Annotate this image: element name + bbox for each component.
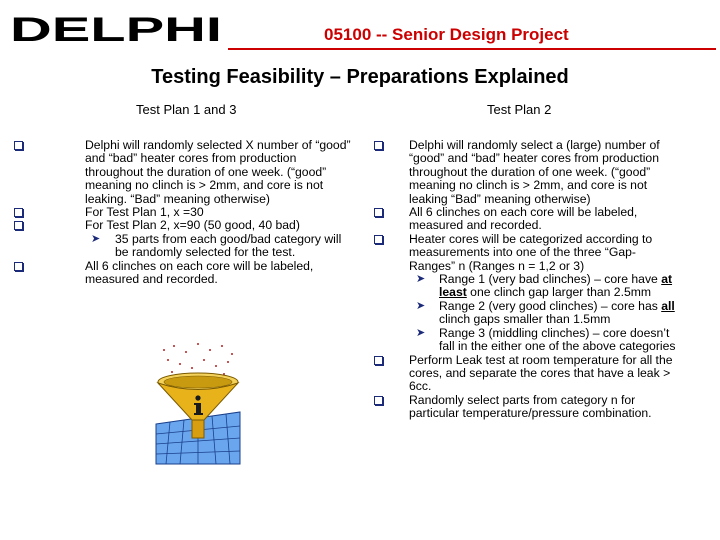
slide-title: Testing Feasibility – Preparations Explained bbox=[151, 66, 569, 88]
arrow-bullet-icon: ➤ bbox=[91, 232, 101, 245]
checkbox-bullet-icon bbox=[374, 141, 383, 150]
list-item: Randomly select parts from category n for particular temperature/pressure combination. bbox=[374, 394, 680, 421]
list-item: All 6 clinches on each core will be labeled, measured and recorded. bbox=[14, 260, 354, 287]
list-item: All 6 clinches on each core will be labeled, measured and recorded. bbox=[374, 206, 680, 233]
test-plan-2-heading: Test Plan 2 bbox=[487, 102, 552, 117]
checkbox-bullet-icon bbox=[374, 396, 383, 405]
checkbox-bullet-icon bbox=[374, 235, 383, 244]
logo-text: DELPHI bbox=[10, 12, 222, 44]
delphi-logo bbox=[10, 12, 225, 49]
funnel-info-clipart bbox=[152, 340, 244, 473]
checkbox-bullet-icon bbox=[374, 208, 383, 217]
sub-list-item: ➤ Range 2 (very good clinches) – core has all clinch gaps smaller than 1.5mm bbox=[416, 298, 675, 327]
arrow-bullet-icon: ➤ bbox=[416, 326, 426, 339]
title-divider bbox=[228, 48, 716, 50]
list-item: Perform Leak test at room temperature for all the cores, and separate the cores that have a leak > 6cc. bbox=[374, 354, 680, 394]
test-plan-2-list bbox=[374, 139, 680, 421]
sub-list-item: ➤ Range 3 (middling clinches) – core doesn’t fall in the either one of the above categories bbox=[416, 325, 676, 354]
checkbox-bullet-icon bbox=[14, 141, 23, 150]
list-item: Heater cores will be categorized according to measurements into one of the three “Gap-Ranges” n (Ranges n = 1,2 or 3) bbox=[374, 233, 680, 273]
test-plan-1-list bbox=[14, 139, 354, 286]
checkbox-bullet-icon bbox=[14, 221, 23, 230]
checkbox-bullet-icon bbox=[14, 208, 23, 217]
list-item: Delphi will randomly selected X number of “good” and “bad” heater cores from production throughout the duration of one week. (“good” meaning no clinch is > 2mm, and core is not leaking. “Bad” meaning otherwise) bbox=[14, 139, 354, 206]
checkbox-bullet-icon bbox=[374, 356, 383, 365]
sub-list-item: ➤ 35 parts from each good/bad category will be randomly selected for the test. bbox=[91, 231, 342, 260]
arrow-bullet-icon: ➤ bbox=[416, 299, 426, 312]
arrow-bullet-icon: ➤ bbox=[416, 273, 426, 286]
list-item: For Test Plan 1, x =30 bbox=[14, 206, 354, 219]
test-plan-1-heading: Test Plan 1 and 3 bbox=[136, 102, 237, 117]
project-title: 05100 -- Senior Design Project bbox=[324, 25, 569, 44]
list-item: For Test Plan 2, x=90 (50 good, 40 bad) bbox=[14, 219, 354, 232]
list-item: Delphi will randomly select a (large) number of “good” and “bad” heater cores from production throughout the duration of one week. (“good” meaning no clinch is > 2mm, and core is not leaking “Bad” meaning otherwise) bbox=[374, 139, 680, 206]
sub-list-item: ➤ Range 1 (very bad clinches) – core have at least one clinch gap larger than 2.5mm bbox=[416, 272, 673, 300]
checkbox-bullet-icon bbox=[14, 262, 23, 271]
